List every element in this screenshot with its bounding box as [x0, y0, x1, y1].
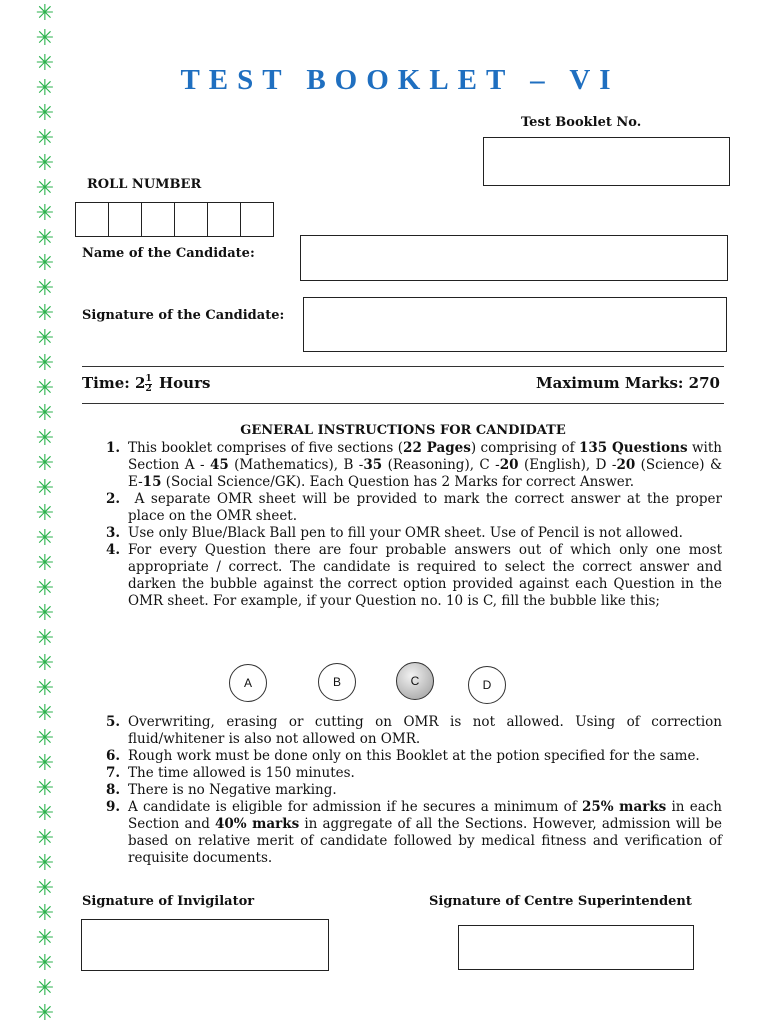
star-icon: ✳: [35, 226, 55, 251]
star-icon: ✳: [35, 626, 55, 651]
instructions-title: GENERAL INSTRUCTIONS FOR CANDIDATE: [240, 423, 566, 438]
instruction-item: [82, 440, 722, 491]
star-icon: ✳: [35, 551, 55, 576]
star-icon: ✳: [35, 951, 55, 976]
star-icon: ✳: [35, 1, 55, 26]
candidate-signature-field[interactable]: [303, 297, 727, 352]
star-icon: ✳: [35, 826, 55, 851]
instruction-text: A candidate is eligible for admission if he secures a minimum of 25% marks in each Section and 40% marks in aggregate of all the Sections. However, admission will be based on relative merit of candidate followed by medical fitness and verification of requisite documents.: [128, 799, 723, 866]
candidate-signature-label: Signature of the Candidate:: [82, 308, 285, 323]
instruction-number: 4.: [106, 542, 121, 558]
star-icon: ✳: [35, 876, 55, 901]
star-icon: ✳: [35, 501, 55, 526]
star-icon: ✳: [35, 426, 55, 451]
star-icon: ✳: [35, 751, 55, 776]
bubble-d: D: [468, 666, 506, 704]
star-icon: ✳: [35, 126, 55, 151]
instruction-text: Overwriting, erasing or cutting on OMR is not allowed. Using of correction fluid/whitener is also not allowed on OMR.: [128, 714, 722, 747]
instruction-text: The time allowed is 150 minutes.: [128, 765, 355, 781]
invigilator-signature-label: Signature of Invigilator: [82, 894, 255, 909]
star-icon: ✳: [35, 851, 55, 876]
instruction-item: [82, 799, 722, 867]
star-icon: ✳: [35, 526, 55, 551]
roll-number-cell[interactable]: [241, 203, 273, 236]
bubble-c: C: [396, 662, 434, 700]
bubble-b: B: [318, 663, 356, 701]
instruction-item: [82, 491, 722, 525]
instruction-number: 5.: [106, 714, 121, 730]
roll-number-cell[interactable]: [109, 203, 142, 236]
star-icon: ✳: [35, 926, 55, 951]
test-booklet-no-label: Test Booklet No.: [521, 115, 642, 130]
page-title: TEST BOOKLET – VI: [180, 64, 620, 96]
instructions-list: [82, 440, 722, 610]
instruction-number: 7.: [106, 765, 121, 781]
divider: [82, 366, 724, 367]
instruction-item: [82, 714, 722, 748]
time-suffix: Hours: [158, 374, 211, 392]
time-prefix: Time: 2: [82, 374, 146, 392]
star-icon: ✳: [35, 201, 55, 226]
star-icon: ✳: [35, 476, 55, 501]
instructions-list-continued: [82, 714, 722, 867]
candidate-name-label: Name of the Candidate:: [82, 246, 255, 261]
bubble-a: A: [229, 664, 267, 702]
instruction-number: 1.: [106, 440, 121, 456]
star-icon: ✳: [35, 276, 55, 301]
star-icon: ✳: [35, 776, 55, 801]
decorative-border: [30, 0, 60, 1024]
roll-number-grid: [75, 202, 274, 237]
star-icon: ✳: [35, 151, 55, 176]
star-icon: ✳: [35, 651, 55, 676]
time-fraction-den: 2: [145, 383, 152, 394]
instruction-number: 9.: [106, 799, 121, 815]
star-icon: ✳: [35, 26, 55, 51]
instruction-text: There is no Negative marking.: [128, 782, 337, 798]
invigilator-signature-field[interactable]: [81, 919, 329, 971]
roll-number-label: ROLL NUMBER: [87, 177, 202, 192]
superintendent-signature-field[interactable]: [458, 925, 694, 970]
instruction-number: 2.: [106, 491, 121, 507]
star-icon: ✳: [35, 701, 55, 726]
instruction-item: [82, 765, 722, 782]
star-icon: ✳: [35, 351, 55, 376]
instruction-text: Rough work must be done only on this Booklet at the potion specified for the same.: [128, 748, 700, 764]
star-icon: ✳: [35, 301, 55, 326]
star-icon: ✳: [35, 976, 55, 1001]
star-icon: ✳: [35, 901, 55, 926]
star-icon: ✳: [35, 801, 55, 826]
time-allowed: [82, 374, 210, 394]
instruction-text: For every Question there are four probable answers out of which only one most appropriate / correct. The candidate is required to select the correct answer and darken the bubble against the correct option provided against each Question in the OMR sheet. For example, if your Question no. 10 is C, fill the bubble like this;: [128, 542, 722, 609]
instruction-item: [82, 748, 722, 765]
roll-number-cell[interactable]: [142, 203, 175, 236]
star-icon: ✳: [35, 576, 55, 601]
time-fraction-num: 1: [145, 373, 152, 384]
star-icon: ✳: [35, 601, 55, 626]
star-icon: ✳: [35, 726, 55, 751]
star-icon: ✳: [35, 51, 55, 76]
instruction-item: [82, 782, 722, 799]
instruction-number: 3.: [106, 525, 121, 541]
instruction-number: 8.: [106, 782, 121, 798]
roll-number-cell[interactable]: [175, 203, 208, 236]
divider: [82, 403, 724, 404]
superintendent-signature-label: Signature of Centre Superintendent: [429, 894, 692, 909]
star-icon: ✳: [35, 251, 55, 276]
roll-number-cell[interactable]: [208, 203, 241, 236]
candidate-name-field[interactable]: [300, 235, 728, 281]
test-booklet-no-field[interactable]: [483, 137, 730, 186]
instruction-item: [82, 542, 722, 610]
instruction-item: [82, 525, 722, 542]
star-icon: ✳: [35, 676, 55, 701]
star-icon: ✳: [35, 101, 55, 126]
maximum-marks: Maximum Marks: 270: [536, 374, 720, 392]
star-icon: ✳: [35, 326, 55, 351]
star-icon: ✳: [35, 1001, 55, 1026]
instruction-number: 6.: [106, 748, 121, 764]
time-fraction: [145, 375, 151, 394]
star-icon: ✳: [35, 76, 55, 101]
instruction-text: Use only Blue/Black Ball pen to fill your OMR sheet. Use of Pencil is not allowed.: [128, 525, 683, 541]
roll-number-cell[interactable]: [76, 203, 109, 236]
instruction-text: A separate OMR sheet will be provided to mark the correct answer at the proper place on the OMR sheet.: [128, 491, 722, 524]
instruction-text: This booklet comprises of five sections (22 Pages) comprising of 135 Questions with Section A - 45 (Mathematics), B -35 (Reasoning), C -20 (English), D -20 (Science) & E-15 (Social Science/GK). Each Question has 2 Marks for correct Answer.: [128, 440, 722, 490]
star-icon: ✳: [35, 401, 55, 426]
star-icon: ✳: [35, 176, 55, 201]
star-icon: ✳: [35, 451, 55, 476]
star-icon: ✳: [35, 376, 55, 401]
